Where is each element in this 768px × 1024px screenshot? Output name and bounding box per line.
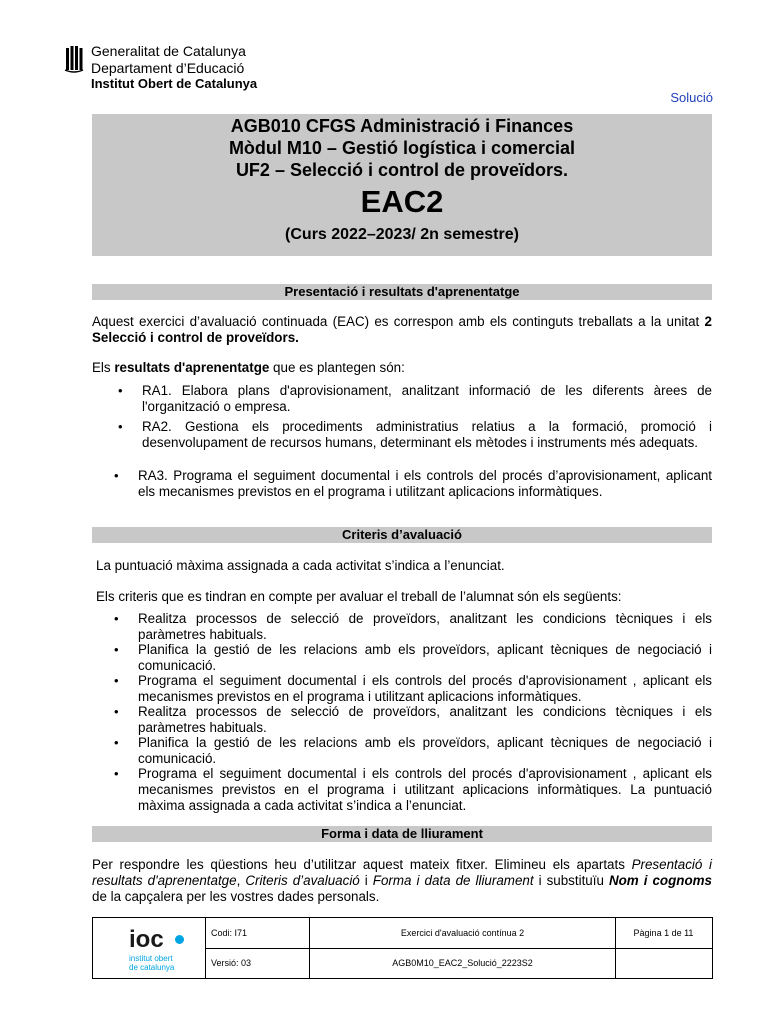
sec1-p2-text-a: Els [92, 360, 115, 375]
sec1-p2-text-c: que es plantegen són: [269, 360, 405, 375]
footer-row-2 [205, 948, 712, 978]
footer-exercici: Exercici d'avaluació contínua 2 [310, 918, 616, 948]
bullet-icon: • [118, 383, 123, 398]
bullet-icon: • [114, 468, 119, 483]
bullet-icon: • [114, 611, 119, 626]
criteri-item: Realitza processos de selecció de proveïdors, analitzant les condicions tècniques i els paràmetres habituals. [138, 611, 712, 642]
criteri-item: Programa el seguiment documental i els controls del procés d'aprovisionament , aplicant els mecanismes previstos en el programa i utilitzant aplicacions informàtiques. [138, 673, 712, 704]
sec3-text: i [359, 873, 373, 888]
sec3-text: de la capçalera per les vostres dades personals. [92, 889, 380, 904]
sec2-paragraph-2: Els criteris que es tindran en compte per avaluar el treball de l’alumnat són els següents: [96, 589, 622, 604]
ioc-logo-dot-icon [175, 935, 184, 944]
title-course: (Curs 2022–2023/ 2n semestre) [285, 226, 519, 243]
sec3-text: i substituïu [533, 873, 609, 888]
ra-item: RA1. Elabora plans d'aprovisionament, analitzant informació de les diferents àrees de l'organització o empresa. [142, 383, 712, 414]
bullet-icon: • [114, 704, 119, 719]
title-eac: EAC2 [360, 184, 444, 219]
sec3-text: Per respondre les qüestions heu d’utilitzar aquest mateix fitxer. Elimineu els apartats [92, 857, 632, 872]
footer-codi: Codi: I71 [205, 918, 310, 948]
sec3-italic: Presentació i resultats d'aprenentatge [92, 857, 712, 888]
title-box [92, 114, 712, 256]
criteri-item: Programa el seguiment documental i els controls del procés d'aprovisionament , aplicant els mecanismes previstos en el programa i utilitzant aplicacions informàtiques. La puntuació màxima assignada a cada activitat s’indica a l’enunciat. [138, 766, 712, 813]
criteri-item: Realitza processos de selecció de proveïdors, analitzant les condicions tècniques i els paràmetres habituals. [138, 704, 712, 735]
generalitat-logo [64, 45, 84, 73]
footer-pagina: Pàgina 1 de 11 [633, 928, 694, 938]
sec3-italic: Criteris d’avaluació [245, 873, 360, 888]
sec1-p1-bold: 2 Selecció i control de proveïdors. [92, 314, 712, 345]
header-generalitat: Generalitat de Catalunya [91, 43, 246, 59]
ra-item: RA2. Gestiona els procediments administratius relatius a la formació, promoció i desenvolupament de recursos humans, determinant els mètodes i instruments més adequats. [142, 419, 712, 450]
sec3-bold-italic: Nom i cognoms [608, 873, 712, 888]
footer-versio: Versió: 03 [205, 948, 310, 978]
footer-fitxer: AGB0M10_EAC2_Solució_2223S2 [310, 948, 616, 978]
title-line-3: UF2 – Selecció i control de proveïdors. [235, 160, 569, 180]
criteri-item: Planifica la gestió de les relacions amb els proveïdors, aplicant tècniques de negociació i comunicació. [138, 642, 712, 673]
section-heading-lliurament: Forma i data de lliurament [92, 826, 712, 842]
ioc-logo [93, 918, 206, 978]
header-institut: Institut Obert de Catalunya [91, 76, 258, 91]
header-departament: Departament d’Educació [91, 60, 245, 76]
section-heading-presentacio: Presentació i resultats d'aprenentatge [92, 284, 712, 300]
ioc-logo-sub1: institut obert [129, 954, 173, 963]
bullet-icon: • [114, 673, 119, 688]
section-heading-criteris: Criteris d’avaluació [92, 527, 712, 543]
footer-row-1 [205, 918, 712, 949]
sec3-text: , [236, 873, 246, 888]
title-line-2: Mòdul M10 – Gestió logística i comercial [228, 138, 576, 158]
criteri-item: Planifica la gestió de les relacions amb els proveïdors, aplicant tècniques de negociació i comunicació. [138, 735, 712, 766]
ioc-logo-text: ioc [129, 926, 164, 953]
sec1-paragraph-2 [92, 360, 712, 376]
sec1-paragraph-1 [92, 314, 712, 346]
ioc-logo-sub2: de catalunya [129, 963, 175, 972]
title-line-1: AGB010 CFGS Administració i Finances [230, 116, 574, 136]
sec1-p2-bold: resultats d'aprenentatge [114, 360, 270, 375]
sec3-italic: Forma i data de lliurament [372, 873, 534, 888]
ra-item: RA3. Programa el seguiment documental i els controls del procés d’aprovisionament, aplicant els mecanismes previstos en el programa i utilitzant aplicacions informàtiques. [138, 468, 712, 499]
bullet-icon: • [114, 642, 119, 657]
bullet-icon: • [114, 766, 119, 781]
bullet-icon: • [118, 419, 123, 434]
sec3-paragraph [92, 857, 712, 905]
solucio-label: Solució [670, 90, 713, 105]
bullet-icon: • [114, 735, 119, 750]
sec2-paragraph-1: La puntuació màxima assignada a cada activitat s’indica a l’enunciat. [96, 558, 505, 573]
footer-empty-cell [615, 948, 712, 978]
sec1-p1-text: Aquest exercici d’avaluació continuada (EAC) es correspon amb els continguts treballats a la unitat [92, 314, 705, 329]
footer-table [92, 917, 713, 979]
